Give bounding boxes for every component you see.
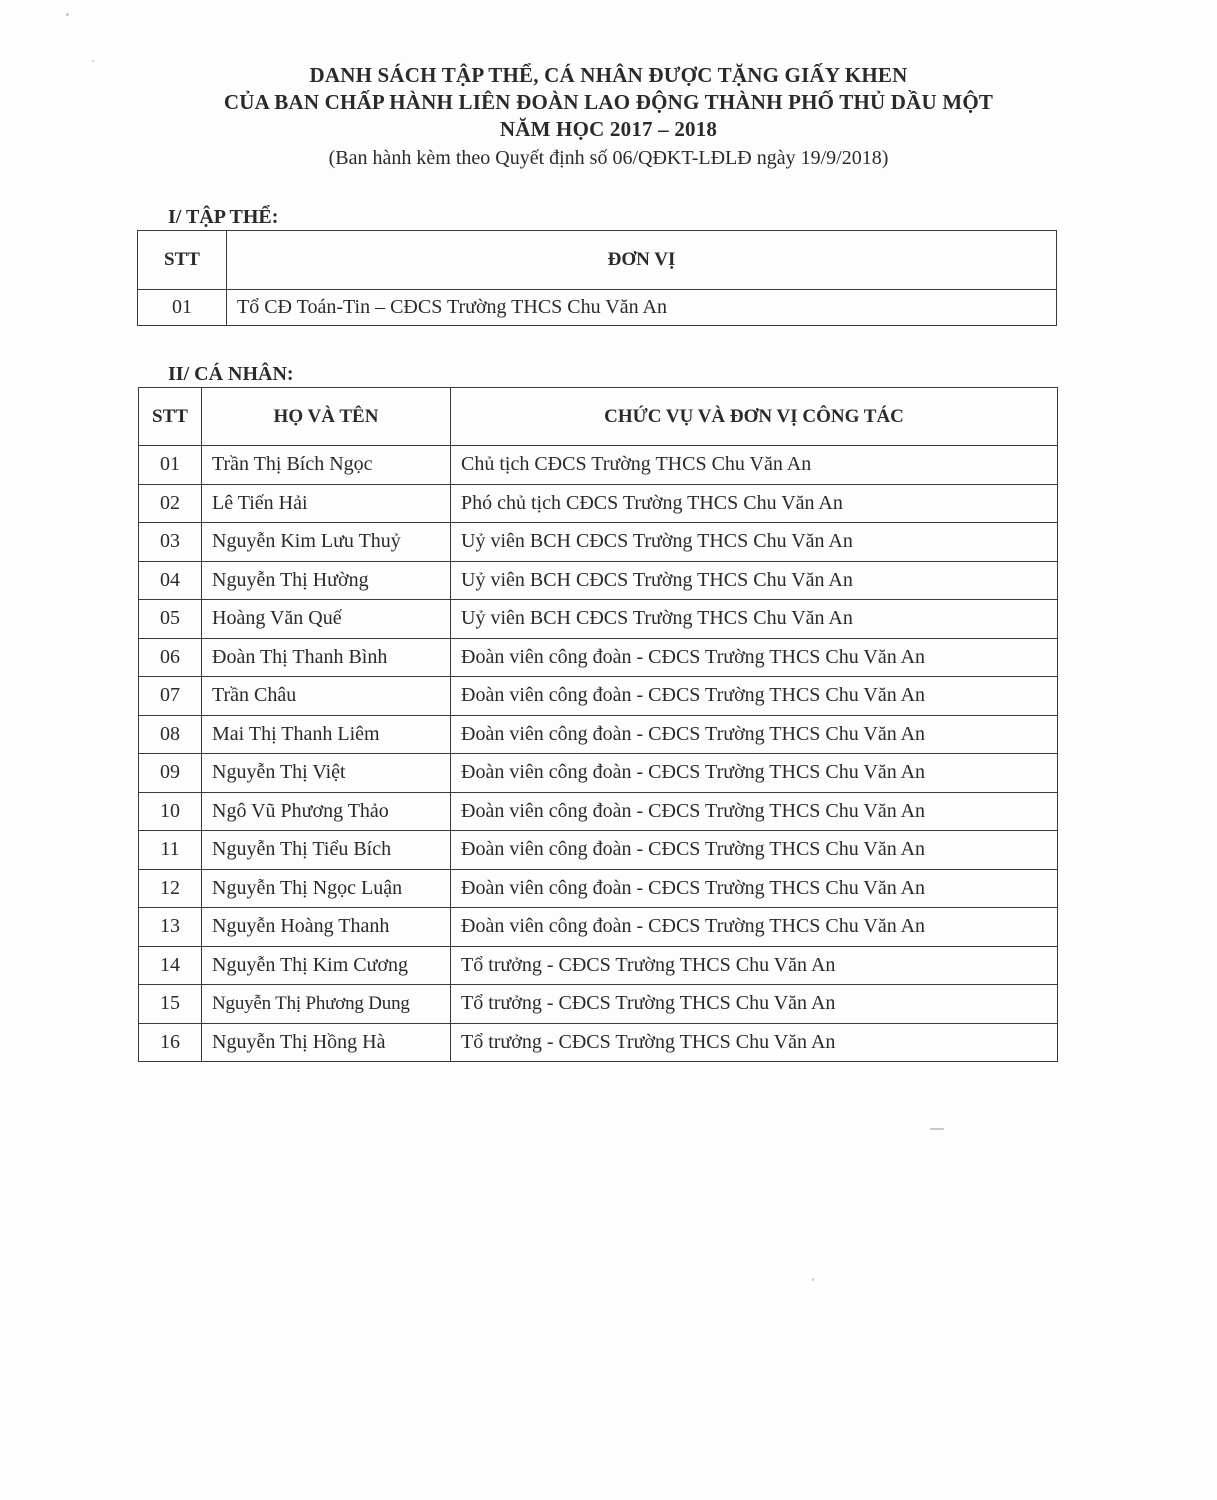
row-stt: 06 (139, 638, 202, 677)
individual-section-title: II/ CÁ NHÂN: (168, 363, 294, 385)
table-row (139, 831, 1058, 870)
row-name: Nguyễn Kim Lưu Thuỷ (202, 523, 451, 562)
row-name: Đoàn Thị Thanh Bình (202, 638, 451, 677)
row-position: Uỷ viên BCH CĐCS Trường THCS Chu Văn An (451, 600, 1058, 639)
row-stt: 02 (139, 484, 202, 523)
table-row (139, 715, 1058, 754)
table-row (139, 985, 1058, 1024)
document-title-line-3: NĂM HỌC 2017 – 2018 (499, 117, 718, 141)
row-position: Uỷ viên BCH CĐCS Trường THCS Chu Văn An (451, 523, 1058, 562)
row-name: Nguyễn Thị Phương Dung (202, 985, 451, 1024)
table-row (139, 754, 1058, 793)
row-name: Hoàng Văn Quế (202, 600, 451, 639)
row-stt: 04 (139, 561, 202, 600)
row-position: Phó chủ tịch CĐCS Trường THCS Chu Văn An (451, 484, 1058, 523)
scan-speck (92, 60, 94, 62)
row-name: Ngô Vũ Phương Thảo (202, 792, 451, 831)
row-name: Nguyễn Hoàng Thanh (202, 908, 451, 947)
row-name: Nguyễn Thị Hồng Hà (202, 1023, 451, 1062)
row-stt: 09 (139, 754, 202, 793)
row-name: Mai Thị Thanh Liêm (202, 715, 451, 754)
row-position: Đoàn viên công đoàn - CĐCS Trường THCS Chu Văn An (451, 677, 1058, 716)
collective-table (137, 230, 1057, 326)
row-name: Trần Châu (202, 677, 451, 716)
row-position: Uỷ viên BCH CĐCS Trường THCS Chu Văn An (451, 561, 1058, 600)
row-position: Đoàn viên công đoàn - CĐCS Trường THCS Chu Văn An (451, 869, 1058, 908)
table-row (139, 638, 1058, 677)
table-row (139, 792, 1058, 831)
document-title-line-2: CỦA BAN CHẤP HÀNH LIÊN ĐOÀN LAO ĐỘNG THÀNH PHỐ THỦ DẦU MỘT (223, 90, 994, 114)
row-position: Tổ trưởng - CĐCS Trường THCS Chu Văn An (451, 985, 1058, 1024)
row-position: Đoàn viên công đoàn - CĐCS Trường THCS Chu Văn An (451, 754, 1058, 793)
row-unit: Tổ CĐ Toán-Tin – CĐCS Trường THCS Chu Văn An (227, 290, 1057, 326)
row-name: Nguyễn Thị Hường (202, 561, 451, 600)
table-row (139, 561, 1058, 600)
row-position: Tổ trưởng - CĐCS Trường THCS Chu Văn An (451, 946, 1058, 985)
table-row (139, 869, 1058, 908)
row-stt: 13 (139, 908, 202, 947)
table-row (138, 290, 1057, 326)
row-position: Đoàn viên công đoàn - CĐCS Trường THCS Chu Văn An (451, 792, 1058, 831)
row-stt: 05 (139, 600, 202, 639)
row-position: Chủ tịch CĐCS Trường THCS Chu Văn An (451, 446, 1058, 485)
row-stt: 01 (138, 290, 227, 326)
row-stt: 08 (139, 715, 202, 754)
table-row (139, 446, 1058, 485)
row-stt: 10 (139, 792, 202, 831)
row-position: Đoàn viên công đoàn - CĐCS Trường THCS Chu Văn An (451, 908, 1058, 947)
row-stt: 07 (139, 677, 202, 716)
row-stt: 14 (139, 946, 202, 985)
column-header-unit: ĐƠN VỊ (227, 231, 1057, 290)
table-row (139, 484, 1058, 523)
table-row (139, 908, 1058, 947)
row-stt: 01 (139, 446, 202, 485)
scan-speck (930, 1128, 944, 1130)
column-header-stt: STT (138, 231, 227, 290)
row-stt: 03 (139, 523, 202, 562)
document-title-line-1: DANH SÁCH TẬP THỂ, CÁ NHÂN ĐƯỢC TẶNG GIẤY KHEN (309, 63, 908, 87)
row-stt: 15 (139, 985, 202, 1024)
row-position: Đoàn viên công đoàn - CĐCS Trường THCS Chu Văn An (451, 638, 1058, 677)
collective-section-title: I/ TẬP THỂ: (168, 206, 279, 228)
row-name: Nguyễn Thị Kim Cương (202, 946, 451, 985)
row-name: Nguyễn Thị Việt (202, 754, 451, 793)
row-name: Trần Thị Bích Ngọc (202, 446, 451, 485)
row-position: Tổ trưởng - CĐCS Trường THCS Chu Văn An (451, 1023, 1058, 1062)
row-stt: 12 (139, 869, 202, 908)
table-row (139, 677, 1058, 716)
scan-speck (66, 13, 69, 16)
individual-table (138, 387, 1058, 1062)
individual-table-header (139, 388, 1058, 446)
row-stt: 16 (139, 1023, 202, 1062)
document-subtitle: (Ban hành kèm theo Quyết định số 06/QĐKT-LĐLĐ ngày 19/9/2018) (328, 147, 889, 169)
row-name: Nguyễn Thị Ngọc Luận (202, 869, 451, 908)
row-name: Lê Tiến Hải (202, 484, 451, 523)
row-name: Nguyễn Thị Tiểu Bích (202, 831, 451, 870)
collective-table-header (138, 231, 1057, 290)
row-position: Đoàn viên công đoàn - CĐCS Trường THCS Chu Văn An (451, 831, 1058, 870)
table-row (139, 600, 1058, 639)
column-header-stt: STT (139, 388, 202, 446)
column-header-position: CHỨC VỤ VÀ ĐƠN VỊ CÔNG TÁC (451, 388, 1058, 446)
table-row (139, 1023, 1058, 1062)
row-position: Đoàn viên công đoàn - CĐCS Trường THCS Chu Văn An (451, 715, 1058, 754)
table-row (139, 946, 1058, 985)
row-stt: 11 (139, 831, 202, 870)
scan-speck (812, 1278, 814, 1281)
column-header-name: HỌ VÀ TÊN (202, 388, 451, 446)
table-row (139, 523, 1058, 562)
